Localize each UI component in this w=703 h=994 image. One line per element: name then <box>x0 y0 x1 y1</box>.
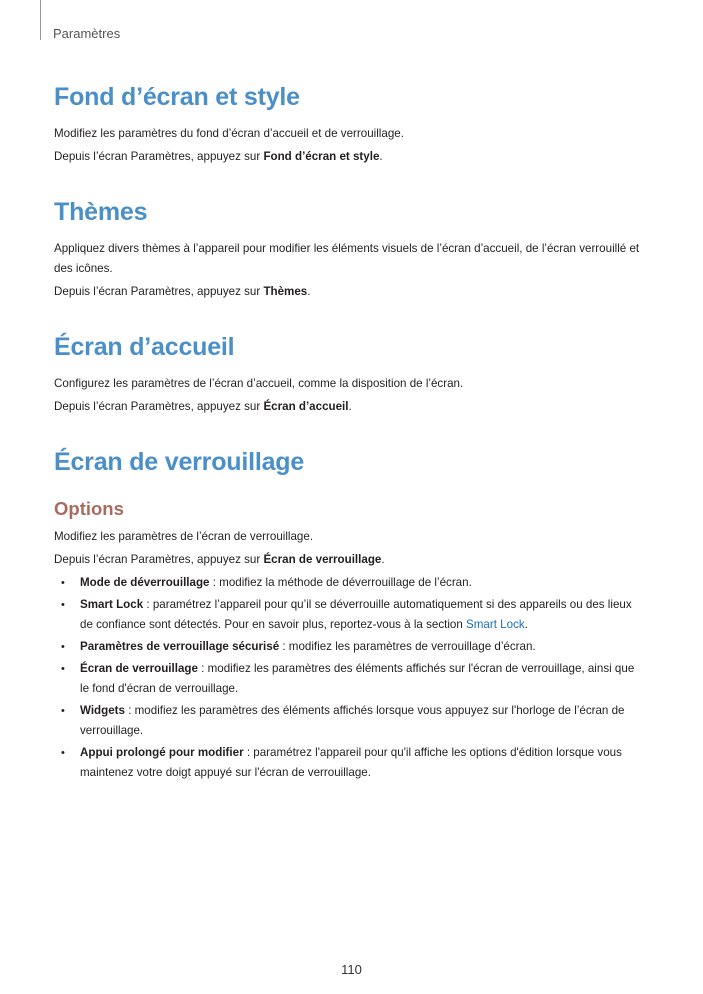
section-path: Depuis l’écran Paramètres, appuyez sur Thèmes. <box>54 285 311 298</box>
margin-line <box>40 0 41 40</box>
section-path: Depuis l’écran Paramètres, appuyez sur Fond d’écran et style. <box>54 150 383 163</box>
list-item: • Appui prolongé pour modifier : paramétrez l'appareil pour qu'il affiche les options d'édition lorsque vous maintenez votre doigt appuyé sur l'écran de verrouillage. <box>54 743 644 783</box>
smart-lock-link[interactable]: Smart Lock <box>466 618 525 631</box>
section-path: Depuis l’écran Paramètres, appuyez sur Écran d’accueil. <box>54 400 352 413</box>
section-home-screen <box>54 330 644 417</box>
list-item: • Widgets : modifiez les paramètres des éléments affichés lorsque vous appuyez sur l'horloge de l’écran de verrouillage. <box>54 701 644 741</box>
list-item: • Paramètres de verrouillage sécurisé : modifiez les paramètres de verrouillage d’écran. <box>54 637 644 657</box>
bullet-icon: • <box>61 599 65 611</box>
list-item: • Mode de déverrouillage : modifiez la méthode de déverrouillage de l’écran. <box>54 573 644 593</box>
bullet-icon: • <box>61 705 65 717</box>
section-title: Fond d’écran et style <box>54 83 300 111</box>
section-title: Écran d’accueil <box>54 333 235 361</box>
page-number: 110 <box>341 962 362 977</box>
section-description: Modifiez les paramètres du fond d’écran d’accueil et de verrouillage. <box>54 127 404 140</box>
section-description: Appliquez divers thèmes à l’appareil pour modifier les éléments visuels de l’écran d’accueil, de l’écran verrouillé et des icônes. <box>54 242 640 275</box>
section-lock-screen <box>54 445 644 783</box>
section-description: Configurez les paramètres de l’écran d’accueil, comme la disposition de l’écran. <box>54 377 464 390</box>
section-description: Modifiez les paramètres de l’écran de verrouillage. <box>54 530 314 543</box>
bullet-icon: • <box>61 663 65 675</box>
list-item: • Écran de verrouillage : modifiez les paramètres des éléments affichés sur l'écran de verrouillage, ainsi que le fond d'écran de verrouillage. <box>54 659 644 699</box>
page-content <box>54 80 644 803</box>
bullet-icon: • <box>61 747 65 759</box>
running-header: Paramètres <box>53 26 121 41</box>
list-item: • Smart Lock : paramétrez l’appareil pour qu’il se déverrouille automatiquement si des appareils ou des lieux de confiance sont détectés. Pour en savoir plus, reportez-vous à la section Smart Lock. <box>54 595 644 635</box>
section-themes <box>54 195 644 302</box>
section-wallpaper-style <box>54 80 644 167</box>
section-title: Thèmes <box>54 198 148 226</box>
section-title: Écran de verrouillage <box>54 448 305 476</box>
bullet-icon: • <box>61 641 65 653</box>
section-path: Depuis l’écran Paramètres, appuyez sur Écran de verrouillage. <box>54 553 385 566</box>
section-subtitle: Options <box>54 498 124 519</box>
options-list <box>54 573 644 783</box>
bullet-icon: • <box>61 577 65 589</box>
